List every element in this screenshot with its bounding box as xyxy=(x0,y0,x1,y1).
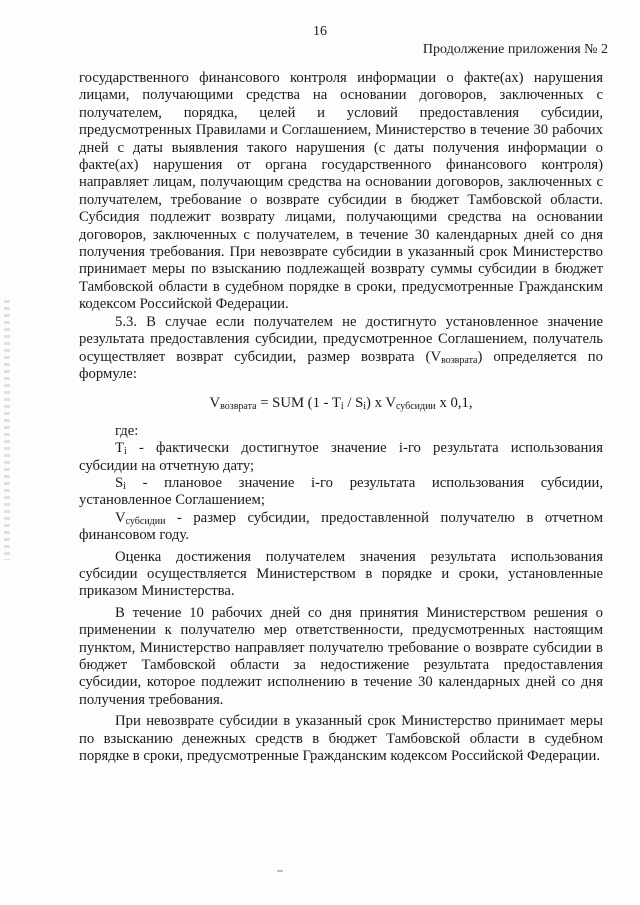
bottom-mark xyxy=(277,870,283,872)
formula-vs-sub: субсидии xyxy=(395,401,436,413)
definition-si-sub: i xyxy=(123,480,126,492)
definition-v-text: - размер субсидии, предоставленной получателю в отчетном финансовом году. xyxy=(79,509,603,544)
paragraph-5-3 xyxy=(79,314,603,384)
formula-mid: ) x V xyxy=(366,395,396,412)
paragraph-ten-days: В течение 10 рабочих дней со дня принятия Министерством решения о применении к получателю мер ответственности, предусмотренных настоящим пунктом, Министерство направляет получателю требование о возврате субсидии в бюджет Тамбовской области за недостижение результата предоставления субсидии, которое подлежит исполнению в течение 30 календарных дней со дня получения требования. xyxy=(79,604,603,708)
v-return-subscript: возврата xyxy=(441,354,478,366)
appendix-continuation-note: Продолжение приложения № 2 xyxy=(422,42,608,57)
where-label: где: xyxy=(115,422,139,439)
definition-si xyxy=(79,475,603,510)
paragraph-5-3-tail: ) определяется по формуле: xyxy=(79,348,603,382)
formula-eq: = SUM (1 - T xyxy=(256,395,341,412)
definition-ti-sub: i xyxy=(123,446,127,458)
definition-v-subsidy xyxy=(79,510,603,545)
definition-si-symbol: S xyxy=(115,474,124,491)
formula-v: V xyxy=(209,395,221,412)
definition-si-text: - плановое значение i-го результата использования субсидии, установленное Соглашением; xyxy=(79,474,603,509)
definition-ti xyxy=(79,440,603,475)
paragraph-assessment: Оценка достижения получателем значения результата использования субсидии осуществляется Министерством в порядке и сроки, установленные приказом Министерства. xyxy=(79,548,603,600)
definition-v-sub: субсидии xyxy=(125,515,166,527)
definition-v-symbol: V xyxy=(115,509,126,526)
return-formula xyxy=(79,395,603,412)
formula-v-sub: возврата xyxy=(220,401,257,413)
paragraph-continuation: государственного финансового контроля информации о факте(ах) нарушения лицами, получающими средства на основании договоров, заключенных с получателем, порядка, целей и условий предоставления субсидии, предусмотренных Правилами и Соглашением, Министерство в течение 30 рабочих дней с даты выявления такого нарушения (с даты получения информации о факте(ах) нарушения от органа государственного финансового контроля) направляет лицам, получающим средства на основании договоров, заключенных с получателем, требование о возврате субсидии в бюджет Тамбовской области. Субсидия подлежит возврату лицами, получающими средства на основании договоров, заключенных с получателем, в течение 30 календарных дней со дня получения требования. При невозврате субсидии в указанный срок Министерство принимает меры по взысканию подлежащей возврату суммы субсидии в бюджет Тамбовской области в судебном порядке в сроки, предусмотренные Гражданским кодексом Российской Федерации. xyxy=(79,70,603,313)
page-number: 16 xyxy=(313,24,327,39)
formula-t-sub: i xyxy=(340,401,344,413)
formula-tail: x 0,1, xyxy=(435,395,473,412)
paragraph-non-return: При невозврате субсидии в указанный срок Министерство принимает меры по взысканию денежных средств в бюджет Тамбовской области в судебном порядке в сроки, предусмотренные Гражданским кодексом Российской Федерации. xyxy=(79,713,603,765)
margin-stamp xyxy=(4,300,10,560)
paragraph-5-3-text: 5.3. В случае если получателем не достигнуто установленное значение результата предоставления субсидии, предусмотренное Соглашением, получатель осуществляет возврат субсидии, размер возврата (V xyxy=(79,313,603,365)
document-body xyxy=(79,70,603,765)
formula-s-sub: i xyxy=(363,401,367,413)
definition-ti-text: - фактически достигнутое значение i-го результата использования субсидии на отчетную дату; xyxy=(79,440,603,474)
definition-ti-symbol: T xyxy=(115,440,124,457)
formula-slash: / S xyxy=(343,395,364,412)
